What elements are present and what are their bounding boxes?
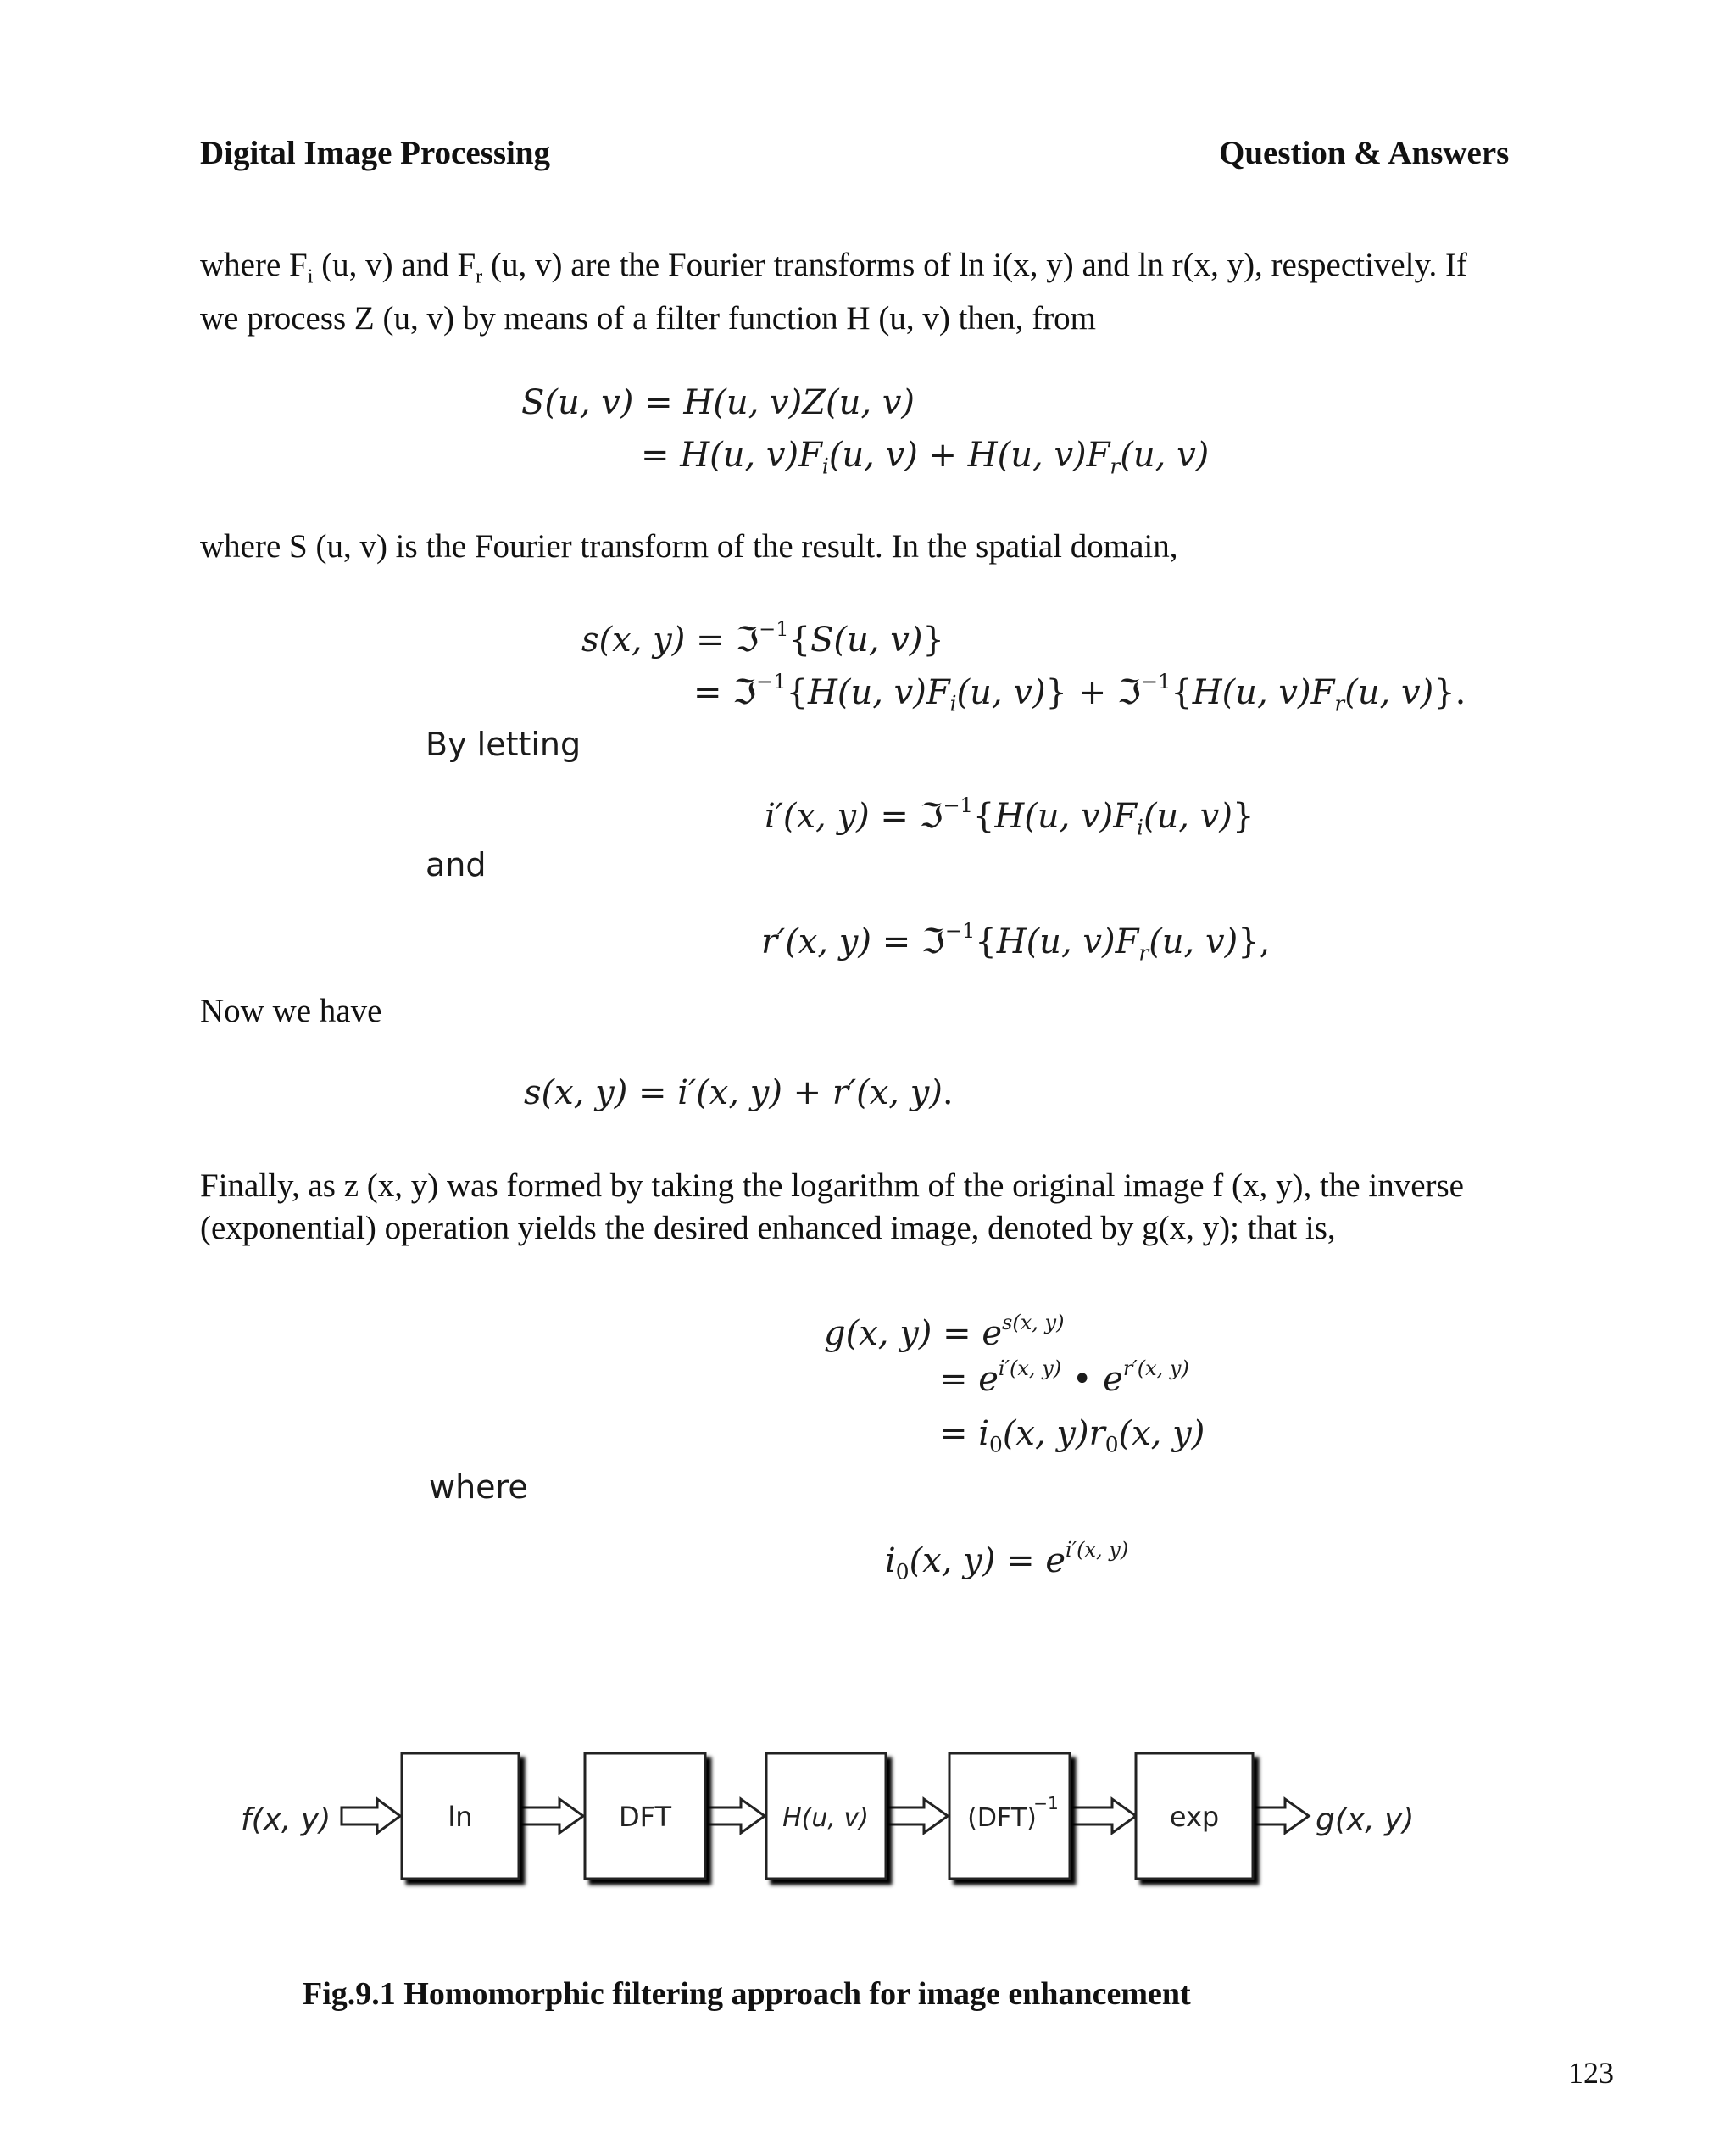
arrow-idft-exp-icon (1070, 1799, 1136, 1833)
equation-S-uv-expanded: = H(u, $v)F_i(u$, v) + H(u, $v)F_r(u$, v) (641, 436, 1210, 479)
paragraph-exponential-line-2: (exponential) operation yields the desired enhanced image, denoted by g(x, y); that is, (200, 1210, 1336, 1246)
arrow-filter-idft-icon (886, 1799, 948, 1833)
arrow-input-icon (342, 1799, 400, 1833)
equation-r-prime: r′(x, y) = ℑ$^{-1}${H(u, $v)F_r(u$, v)}, (761, 919, 1271, 966)
equation-s-sum: s(x, y) = i′(x, y) + r′(x, y). (524, 1073, 954, 1112)
equation-g-xy: g(x, $y) = e^{s(x, y)}$ (824, 1311, 1065, 1353)
page-number: 123 (1568, 2056, 1614, 2090)
block-exp-label: exp (1169, 1801, 1220, 1833)
paragraph-intro (200, 244, 1467, 340)
block-filter-label: H(u, v) (782, 1803, 869, 1833)
paragraph-intro-line-1: where $F_i$ (u, v) and $F_r$ (u, v) are the Fourier transforms of ln i(x, y) and ln r(x, y), respectively. If (200, 247, 1467, 288)
block-idft-exponent: −1 (1033, 1793, 1059, 1813)
block-dft-label: DFT (618, 1801, 672, 1833)
arrow-dft-filter-icon (705, 1799, 765, 1833)
equation-g-xy-product: = $e^{i'(x, y)}$ • $e^{r'(x, y)}$ (939, 1356, 1189, 1399)
equation-s-xy-expanded: = ℑ$^{-1}${H(u, $v)F_i(u$, v)} + ℑ$^{-1}${H(u, $v)F_r(u$, v)}. (693, 670, 1466, 716)
running-header-right: Question & Answers (1219, 135, 1510, 171)
output-label: g(x, y) (1316, 1802, 1415, 1837)
paragraph-exponential (200, 1165, 1464, 1250)
paragraph-now-we-have: Now we have (200, 993, 382, 1029)
block-idft-label: (DFT) (967, 1803, 1037, 1833)
homomorphic-filter-diagram (0, 1738, 1736, 1908)
block-ln-label: ln (448, 1801, 473, 1833)
equation-io: $i_0(x$, $y) = e^{i'(x, y)}$ (885, 1538, 1129, 1585)
arrow-output-icon (1253, 1799, 1309, 1833)
paragraph-exponential-line-1: Finally, as z (x, y) was formed by taking the logarithm of the original image f (x, y), the inverse (200, 1167, 1464, 1204)
label-and: and (426, 846, 487, 883)
equation-i-prime: i′(x, y) = ℑ$^{-1}${H(u, $v)F_i(u$, v)} (765, 794, 1255, 840)
paragraph-intro-line-2: we process Z (u, v) by means of a filter function H (u, v) then, from (200, 300, 1097, 337)
equation-g-xy-io-ro: = $i_0(x$, $y)r_0(x$, y) (939, 1414, 1205, 1457)
equation-S-uv: S(u, v) = H(u, v)Z(u, v) (521, 383, 915, 422)
label-by-letting: By letting (426, 726, 581, 763)
paragraph-spatial-domain: where S (u, v) is the Fourier transform of the result. In the spatial domain, (200, 528, 1178, 565)
equation-s-xy: s(x, y) = ℑ$^{-1}${S(u, v)} (581, 617, 944, 660)
input-label: f(x, y) (241, 1802, 331, 1837)
label-where: where (429, 1468, 528, 1506)
figure-caption: Fig.9.1 Homomorphic filtering approach for image enhancement (303, 1976, 1191, 2012)
arrow-ln-dft-icon (519, 1799, 583, 1833)
running-header-left: Digital Image Processing (200, 135, 551, 171)
